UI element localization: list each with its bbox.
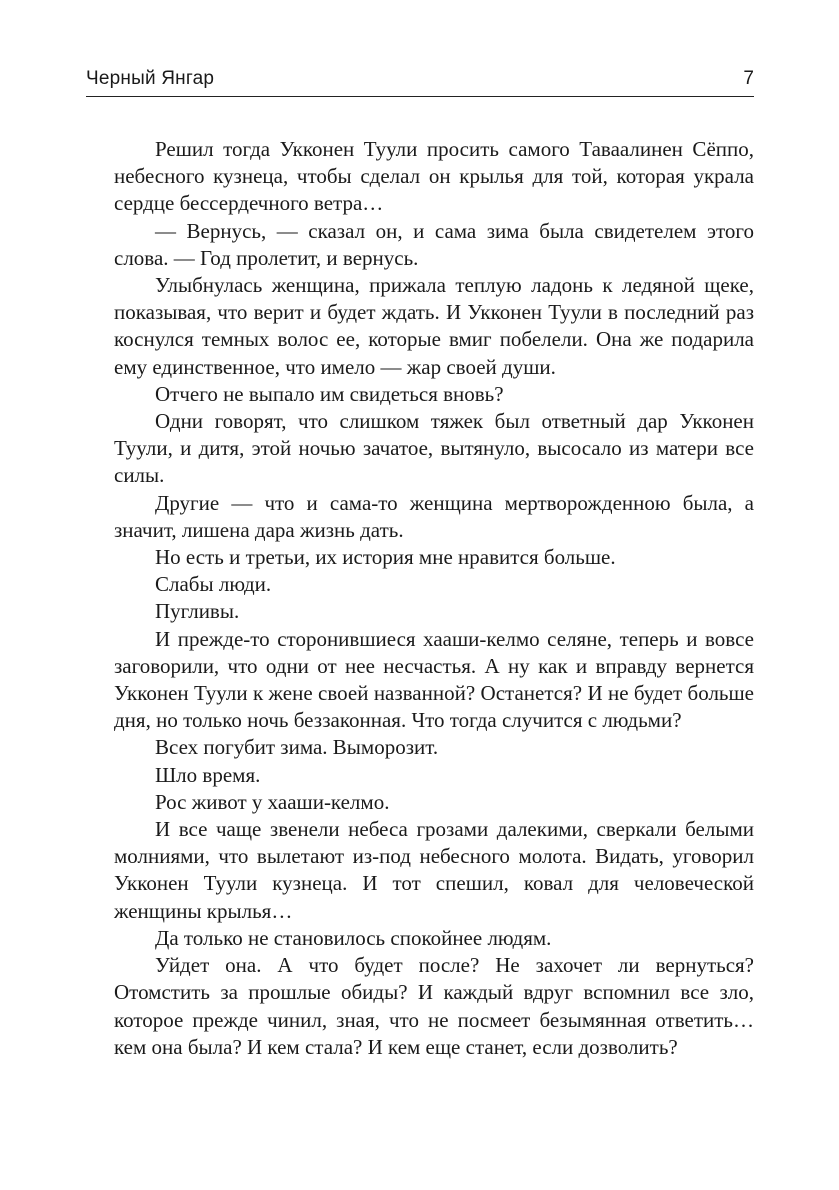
body-text: [114, 136, 754, 1061]
paragraph: Решил тогда Укконен Туули просить самого Таваалинен Сёппо, небесного кузнеца, чтобы сделал он крылья для той, которая украла сердце бессердечного ветра…: [114, 137, 754, 216]
paragraph: И прежде-то сторонившиеся хааши-келмо селяне, теперь и вовсе заговорили, что одни от нее несчастья. А ну как и вправду вернется Укконен Туули к жене своей названной? Останется? И не будет больше дня, но только ночь беззаконная. Что тогда случится с людьми?: [114, 626, 754, 733]
paragraph: Всех погубит зима. Выморозит.: [155, 735, 439, 760]
paragraph: Шло время.: [155, 762, 261, 787]
paragraph: Рос живот у хааши-келмо.: [155, 789, 390, 814]
paragraph: Да только не становилось спокойнее людям.: [155, 925, 552, 950]
paragraph: — Вернусь, — сказал он, и сама зима была свидетелем этого слова. — Год пролетит, и вернусь.: [114, 218, 754, 270]
paragraph: Слабы люди.: [155, 572, 272, 597]
running-title: Черный Янгар: [86, 68, 215, 89]
paragraph: Пугливы.: [155, 599, 240, 624]
paragraph: Отчего не выпало им свидеться вновь?: [155, 381, 504, 406]
paragraph: Но есть и третьи, их история мне нравится больше.: [155, 545, 616, 570]
paragraph: Уйдет она. А что будет после? Не захочет ли вернуться? Отомстить за прошлые обиды? И каждый вдруг вспомнил все зло, которое прежде чинил, зная, что не посмеет безымянная ответить… кем она была? И кем стала? И кем еще станет, если дозволить?: [114, 953, 754, 1059]
paragraph: Другие — что и сама-то женщина мертворожденною была, а значит, лишена дара жизнь дать.: [114, 490, 754, 542]
paragraph: Улыбнулась женщина, прижала теплую ладонь к ледяной щеке, показывая, что верит и будет ждать. И Укконен Туули в последний раз коснулся темных волос ее, которые вмиг побелели. Она же подарила ему единственное, что имело — жар своей души.: [114, 273, 754, 379]
paragraph: И все чаще звенели небеса грозами далекими, сверкали белыми молниями, что вылетают из-под небесного молота. Видать, уговорил Укконен Туули кузнеца. И тот спешил, ковал для человеческой женщины крылья…: [114, 817, 754, 923]
page-number: 7: [743, 68, 754, 89]
page-header: [86, 66, 754, 97]
paragraph: Одни говорят, что слишком тяжек был ответный дар Укконен Туули, и дитя, этой ночью зачатое, вытянуло, высосало из матери все силы.: [114, 409, 754, 488]
